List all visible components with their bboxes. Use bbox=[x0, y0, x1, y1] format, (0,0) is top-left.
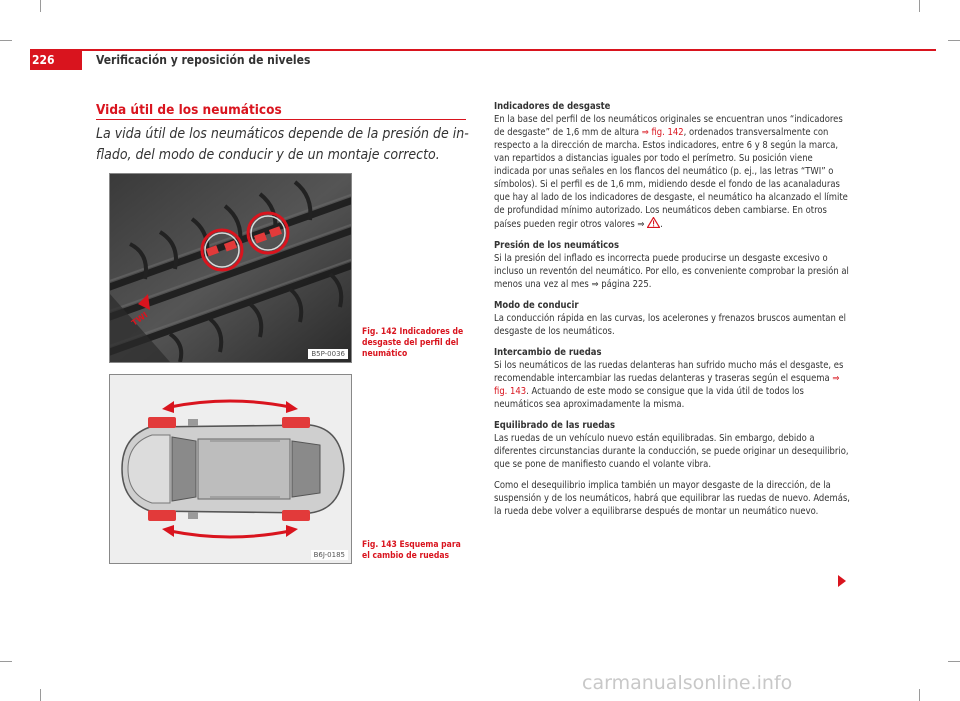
paragraph-text: Si los neumáticos de las ruedas delanteras han sufrido mucho más el desgaste, es recomendable intercambiar las ruedas delanteras y traseras según el esquema bbox=[494, 360, 844, 384]
watermark: carmanualsonline.info bbox=[582, 672, 793, 694]
crop-mark bbox=[948, 661, 960, 662]
continue-arrow-icon[interactable] bbox=[838, 575, 846, 587]
figure-code: B5P-0036 bbox=[308, 349, 348, 359]
paragraph-text: La conducción rápida en las curvas, los acelerones y frenazos bruscos aumentan el desgaste de los neumáticos. bbox=[494, 313, 847, 337]
figure-link[interactable]: ⇒ fig. 142 bbox=[641, 127, 684, 138]
paragraph-text: Si la presión del inflado es incorrecta puede producirse un desgaste excesivo o incluso un reventón del neumático. Por ello, es conveniente comprobar la presión al menos una vez al mes ⇒ página 225. bbox=[494, 253, 849, 290]
wheel-front-left bbox=[148, 417, 176, 428]
paragraph-heading: Presión de los neumáticos bbox=[494, 240, 619, 251]
crop-mark bbox=[40, 689, 41, 701]
crop-mark bbox=[919, 0, 920, 12]
paragraph-driving-mode bbox=[494, 299, 851, 338]
paragraph-text: Como el desequilibrio implica también un mayor desgaste de la dirección, de la suspensión y de los neumáticos, habrá que equilibrar las ruedas de nuevo. Además, la rueda debe volver a equilibrarse después de montar un neumático nuevo. bbox=[494, 480, 850, 517]
paragraph-wheel-rotation bbox=[494, 346, 851, 411]
paragraph-heading: Intercambio de ruedas bbox=[494, 347, 602, 358]
paragraph-text: Las ruedas de un vehículo nuevo están equilibradas. Sin embargo, debido a diferentes circunstancias durante la conducción, se puede originar un desequilibrio, que se pone de manifiesto cuando el volante vibra. bbox=[494, 433, 849, 470]
crop-mark bbox=[0, 661, 12, 662]
crop-mark bbox=[948, 40, 960, 41]
paragraph-heading: Equilibrado de las ruedas bbox=[494, 420, 615, 431]
tread-illustration bbox=[110, 174, 351, 362]
paragraph-text: En la base del perfil de los neumáticos originales se encuentran unos “indicadores de desgaste” de 1,6 mm de altura bbox=[494, 114, 843, 138]
figure-caption: Fig. 142 Indicadores de desgaste del perfil del neumático bbox=[362, 327, 464, 359]
crop-mark bbox=[40, 0, 41, 12]
section-rule bbox=[96, 119, 466, 120]
page-number: 226 bbox=[30, 51, 82, 70]
paragraph-wheel-balancing bbox=[494, 419, 851, 471]
figure-wheel-rotation bbox=[109, 374, 352, 564]
figure-tread-wear-indicators bbox=[109, 173, 352, 363]
paragraph-heading: Indicadores de desgaste bbox=[494, 101, 611, 112]
crop-mark bbox=[0, 40, 12, 41]
wheel-rear-right bbox=[282, 510, 310, 521]
car-top-view bbox=[110, 375, 351, 563]
section-intro: La vida útil de los neumáticos depende de la presión de inflado, del modo de conducir y de un montaje correcto. bbox=[96, 126, 469, 163]
body-text-column bbox=[494, 100, 851, 526]
twi-label: TWI bbox=[129, 310, 150, 328]
paragraph-balancing-note bbox=[494, 479, 851, 518]
crop-mark bbox=[919, 689, 920, 701]
paragraph-heading: Modo de conducir bbox=[494, 300, 579, 311]
figure-code: B6J-0185 bbox=[311, 550, 348, 560]
figure-link[interactable]: ⇒ fig. 143 bbox=[494, 373, 840, 397]
wheel-rear-left bbox=[282, 417, 310, 428]
paragraph-text: , ordenados transversalmente con respecto a la dirección de marcha. Estos indicadores, entre 6 y 8 según la marca, van repartidos a distancias iguales por todo el perímetro. Su posición viene indicada por unas señales en los flancos del neumático (p. ej., las letras “TWI” o símbolos). Si el perfil es de 1,6 mm, midiendo desde el fondo de las acanaladuras que hay al lado de los indicadores de desgaste, el neumático ha alcanzado el límite de profundidad mínimo autorizado. Los neumáticos deben cambiarse. En otros países pueden regir otros valores ⇒ bbox=[494, 127, 848, 230]
warning-triangle-icon[interactable] bbox=[647, 217, 660, 228]
chapter-title: Verificación y reposición de niveles bbox=[96, 53, 311, 67]
paragraph-tire-pressure bbox=[494, 239, 851, 291]
paragraph-wear-indicators bbox=[494, 100, 851, 231]
section-title: Vida útil de los neumáticos bbox=[96, 102, 282, 118]
paragraph-text: . bbox=[660, 219, 663, 230]
figure-caption: Fig. 143 Esquema para el cambio de ruedas bbox=[362, 540, 461, 561]
paragraph-text: . Actuando de este modo se consigue que la vida útil de todos los neumáticos sea aproximadamente la misma. bbox=[494, 386, 804, 410]
wheel-front-right bbox=[148, 510, 176, 521]
